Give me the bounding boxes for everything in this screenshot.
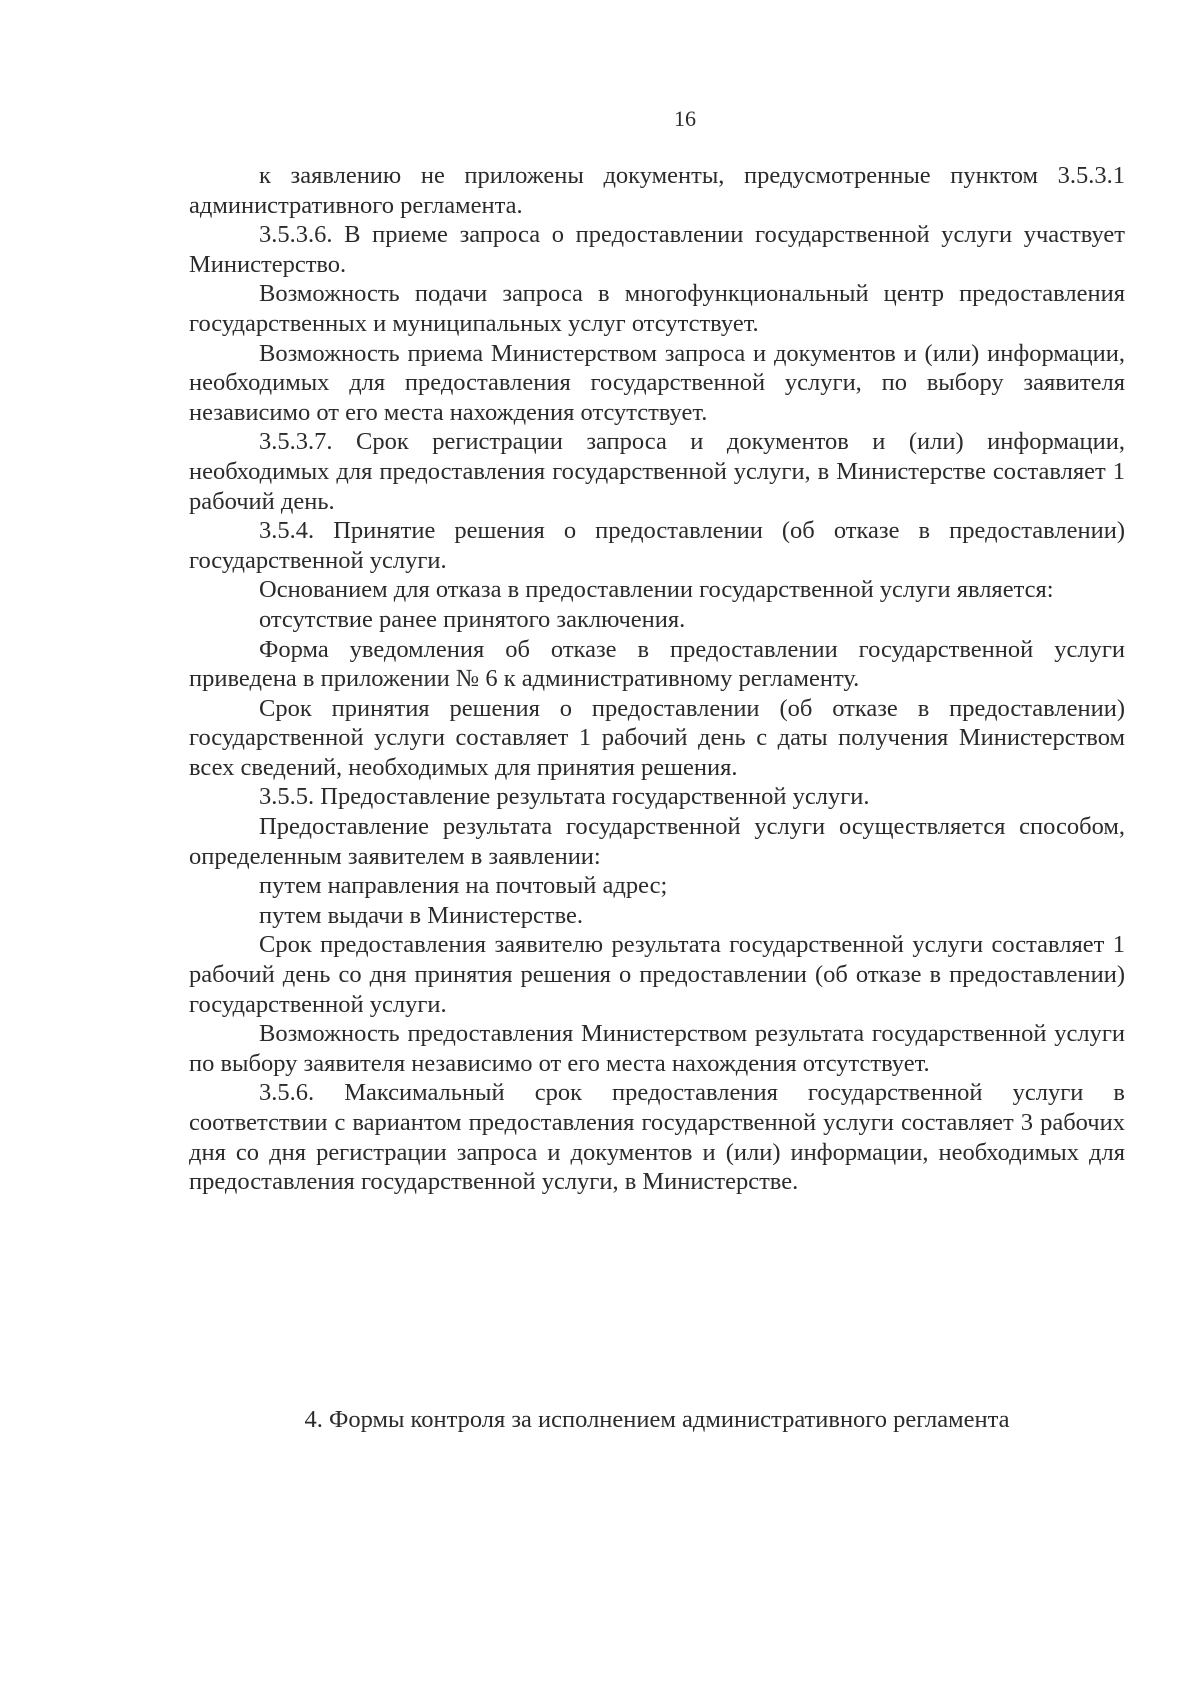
paragraph: 3.5.3.7. Срок регистрации запроса и документов и (или) информации, необходимых для предоставления государственной услуги, в Министерстве составляет 1 рабочий день. <box>189 428 1125 515</box>
paragraph: путем выдачи в Министерстве. <box>259 901 584 929</box>
paragraph: Возможность подачи запроса в многофункциональный центр предоставления государственных и муниципальных услуг отсутствует. <box>189 280 1125 337</box>
paragraph: Возможность предоставления Министерством результата государственной услуги по выбору заявителя независимо от его места нахождения отсутствует. <box>189 1020 1125 1077</box>
paragraph: Предоставление результата государственной услуги осуществляется способом, определенным заявителем в заявлении: <box>189 813 1125 870</box>
paragraph: к заявлению не приложены документы, предусмотренные пунктом 3.5.3.1 административного регламента. <box>189 162 1125 219</box>
paragraph: Возможность приема Министерством запроса и документов и (или) информации, необходимых для предоставления государственной услуги, по выбору заявителя независимо от его места нахождения отсутствует. <box>189 339 1125 426</box>
paragraph: отсутствие ранее принятого заключения. <box>259 605 686 633</box>
paragraph: 3.5.5. Предоставление результата государственной услуги. <box>259 783 870 811</box>
paragraph: Срок принятия решения о предоставлении (об отказе в предоставлении) государственной услуги составляет 1 рабочий день с даты получения Министерством всех сведений, необходимых для принятия решения. <box>189 694 1125 781</box>
page-number: 16 <box>674 106 696 131</box>
paragraph: 3.5.4. Принятие решения о предоставлении (об отказе в предоставлении) государственной услуги. <box>189 517 1125 574</box>
paragraph: 3.5.6. Максимальный срок предоставления государственной услуги в соответствии с вариантом предоставления государственной услуги составляет 3 рабочих дня со дня регистрации запроса и документов и (или) информации, необходимых для предоставления государственной услуги, в Министерстве. <box>189 1079 1125 1196</box>
section-heading: 4. Формы контроля за исполнением административного регламента <box>304 1406 1010 1433</box>
paragraph: Форма уведомления об отказе в предоставлении государственной услуги приведена в приложении № 6 к административному регламенту. <box>189 635 1125 693</box>
paragraph: 3.5.3.6. В приеме запроса о предоставлении государственной услуги участвует Министерство. <box>189 221 1125 278</box>
paragraph: путем направления на почтовый адрес; <box>259 872 668 900</box>
paragraph: Основанием для отказа в предоставлении государственной услуги является: <box>259 576 1054 604</box>
paragraph: Срок предоставления заявителю результата государственной услуги составляет 1 рабочий день со дня принятия решения о предоставлении (об отказе в предоставлении) государственной услуги. <box>189 931 1125 1018</box>
document-body <box>189 161 1125 1197</box>
